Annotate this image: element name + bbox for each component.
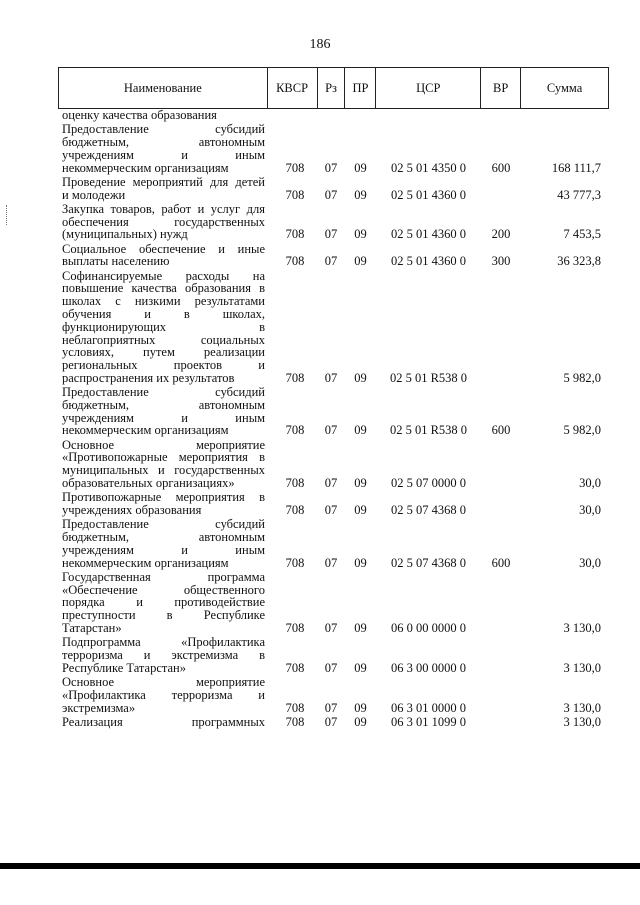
- row-name-line: учреждениям и иным: [62, 410, 265, 425]
- row-kvsr: 708: [285, 370, 305, 385]
- header-rz: Рз: [318, 68, 346, 108]
- row-pr: 09: [354, 660, 367, 675]
- row-name-line: учреждениях образования: [62, 503, 202, 518]
- row-kvsr: 708: [285, 254, 305, 269]
- table-row: [58, 386, 609, 437]
- margin-mark: [6, 205, 9, 225]
- row-pr: 09: [354, 187, 367, 202]
- row-vr: 600: [491, 160, 511, 175]
- row-pr: 09: [354, 476, 367, 491]
- row-name: [58, 203, 267, 241]
- row-name-line: Предоставление субсидий: [62, 517, 265, 532]
- row-sum: 30,0: [579, 503, 601, 518]
- row-name-line: некоммерческим организациям: [62, 423, 229, 438]
- row-sum: 30,0: [579, 555, 601, 570]
- row-rz: 07: [324, 555, 338, 570]
- row-csr: 02 5 07 4368 0: [391, 503, 466, 518]
- row-rz: 07: [324, 370, 338, 385]
- header-sum: Сумма: [521, 68, 609, 108]
- row-name: [58, 491, 267, 517]
- row-sum: 5 982,0: [563, 370, 601, 385]
- row-name-line: Предоставление субсидий: [62, 385, 265, 400]
- row-name-line: Софинансируемые расходы на: [62, 268, 265, 283]
- row-rz: 07: [324, 620, 338, 635]
- row-pr: 09: [354, 503, 367, 518]
- row-name-line: обеспечения государственных: [62, 214, 265, 229]
- row-sum: 3 130,0: [563, 714, 601, 729]
- budget-table: [58, 67, 609, 730]
- row-vr: 200: [491, 227, 511, 242]
- row-name-line: распространения их результатов: [62, 370, 235, 385]
- header-vr: ВР: [481, 68, 521, 108]
- row-name: [58, 571, 267, 635]
- row-name-line: Реализация программных: [62, 714, 265, 729]
- row-sum: 3 130,0: [563, 660, 601, 675]
- table-row: [58, 716, 609, 729]
- row-name: [58, 109, 267, 122]
- row-name-line: Республике Татарстан»: [62, 660, 186, 675]
- table-row: [58, 243, 609, 269]
- row-kvsr: 708: [285, 227, 305, 242]
- row-kvsr: 708: [285, 187, 305, 202]
- row-sum: 3 130,0: [563, 620, 601, 635]
- row-kvsr: 708: [285, 160, 305, 175]
- row-rz: 07: [324, 714, 338, 729]
- row-csr: 02 5 01 4360 0: [391, 227, 466, 242]
- row-rz: 07: [324, 503, 338, 518]
- row-sum: 7 453,5: [563, 227, 601, 242]
- row-name-line: образовательных организациях»: [62, 476, 235, 491]
- row-name-line: муниципальных и государственных: [62, 463, 265, 478]
- row-name-line: обучения и в школах,: [62, 306, 265, 321]
- row-pr: 09: [354, 700, 367, 715]
- row-name-line: экстремизма»: [62, 700, 136, 715]
- table-row: [58, 518, 609, 569]
- row-name-line: условиях, путем реализации: [62, 345, 265, 360]
- row-kvsr: 708: [285, 620, 305, 635]
- row-name-line: выплаты населению: [62, 254, 170, 269]
- row-pr: 09: [354, 620, 367, 635]
- row-pr: 09: [354, 227, 367, 242]
- row-name-line: региональных проектов и: [62, 358, 265, 373]
- row-pr: 09: [354, 423, 367, 438]
- table-row: [58, 270, 609, 385]
- row-name-line: Социальное обеспечение и иные: [62, 241, 265, 256]
- row-name: [58, 716, 267, 729]
- row-rz: 07: [324, 423, 338, 438]
- row-csr: 06 0 00 0000 0: [391, 620, 466, 635]
- row-kvsr: 708: [285, 714, 305, 729]
- row-name-line: Подпрограмма «Профилактика: [62, 635, 265, 650]
- row-kvsr: 708: [285, 423, 305, 438]
- row-csr: 02 5 01 4360 0: [391, 187, 466, 202]
- row-rz: 07: [324, 227, 338, 242]
- row-name-line: Татарстан»: [62, 620, 122, 635]
- page-number: 186: [309, 37, 331, 52]
- row-name: [58, 439, 267, 490]
- row-rz: 07: [324, 160, 338, 175]
- table-row: [58, 571, 609, 635]
- row-rz: 07: [324, 476, 338, 491]
- row-name-line: повышение качества образования в: [62, 281, 265, 296]
- row-name: [58, 676, 267, 714]
- table-header-row: [58, 67, 609, 109]
- row-name-line: Основное мероприятие: [62, 437, 265, 452]
- table-row: [58, 203, 609, 241]
- row-sum: 36 323,8: [557, 254, 601, 269]
- row-vr: 300: [491, 254, 511, 269]
- table-row: [58, 491, 609, 517]
- row-name-line: Противопожарные мероприятия в: [62, 490, 265, 505]
- table-body: [58, 109, 609, 729]
- row-name-line: Государственная программа: [62, 569, 265, 584]
- row-name-line: и молодежи: [62, 187, 126, 202]
- header-pr: ПР: [345, 68, 376, 108]
- table-row: [58, 676, 609, 714]
- row-name-line: Закупка товаров, работ и услуг для: [62, 201, 265, 216]
- row-pr: 09: [354, 160, 367, 175]
- row-name-line: (муниципальных) нужд: [62, 227, 188, 242]
- row-name-line: «Противопожарные мероприятия в: [62, 450, 265, 465]
- row-name-line: некоммерческим организациям: [62, 555, 229, 570]
- header-csr: ЦСР: [376, 68, 481, 108]
- row-rz: 07: [324, 700, 338, 715]
- row-csr: 06 3 00 0000 0: [391, 660, 466, 675]
- row-name-line: оценку качества образования: [62, 108, 217, 122]
- table-row: [58, 109, 609, 122]
- row-name-line: Основное мероприятие: [62, 674, 265, 689]
- row-name-line: Проведение мероприятий для детей: [62, 174, 265, 189]
- row-rz: 07: [324, 660, 338, 675]
- header-kvsr: КВСР: [268, 68, 318, 108]
- table-row: [58, 439, 609, 490]
- row-name-line: бюджетным, автономным: [62, 134, 265, 149]
- row-csr: 02 5 01 4350 0: [391, 160, 466, 175]
- row-csr: 02 5 07 0000 0: [391, 476, 466, 491]
- table-row: [58, 123, 609, 174]
- table-row: [58, 176, 609, 202]
- row-csr: 02 5 07 4368 0: [391, 555, 466, 570]
- row-kvsr: 708: [285, 555, 305, 570]
- row-vr: 600: [491, 555, 511, 570]
- row-name-line: порядка и противодействие: [62, 595, 265, 610]
- row-kvsr: 708: [285, 476, 305, 491]
- row-pr: 09: [354, 370, 367, 385]
- row-name: [58, 518, 267, 569]
- row-name: [58, 123, 267, 174]
- row-name-line: «Профилактика терроризма и: [62, 687, 265, 702]
- row-csr: 02 5 01 4360 0: [391, 254, 466, 269]
- row-name: [58, 636, 267, 674]
- row-pr: 09: [354, 555, 367, 570]
- row-sum: 168 111,7: [551, 160, 601, 175]
- row-name-line: бюджетным, автономным: [62, 530, 265, 545]
- row-name-line: бюджетным, автономным: [62, 397, 265, 412]
- row-pr: 09: [354, 254, 367, 269]
- row-name-line: функционирующих в: [62, 319, 265, 334]
- row-kvsr: 708: [285, 660, 305, 675]
- row-name-line: преступности в Республике: [62, 608, 265, 623]
- table-row: [58, 636, 609, 674]
- row-csr: 06 3 01 1099 0: [391, 714, 466, 729]
- row-name-line: учреждениям и иным: [62, 147, 265, 162]
- row-csr: 06 3 01 0000 0: [391, 700, 466, 715]
- row-name: [58, 243, 267, 269]
- header-name: Наименование: [59, 68, 268, 108]
- row-name-line: неблагоприятных социальных: [62, 332, 265, 347]
- row-rz: 07: [324, 187, 338, 202]
- row-name: [58, 270, 267, 385]
- row-sum: 5 982,0: [563, 423, 601, 438]
- row-name-line: некоммерческим организациям: [62, 160, 229, 175]
- row-csr: 02 5 01 R538 0: [389, 370, 468, 385]
- row-kvsr: 708: [285, 503, 305, 518]
- row-name-line: «Обеспечение общественного: [62, 582, 265, 597]
- row-name-line: Предоставление субсидий: [62, 122, 265, 137]
- row-kvsr: 708: [285, 700, 305, 715]
- row-vr: 600: [491, 423, 511, 438]
- row-csr: 02 5 01 R538 0: [389, 423, 468, 438]
- row-rz: 07: [324, 254, 338, 269]
- row-name-line: школах с низкими результатами: [62, 294, 265, 309]
- row-name-line: терроризма и экстремизма в: [62, 647, 265, 662]
- row-sum: 30,0: [579, 476, 601, 491]
- row-name: [58, 386, 267, 437]
- row-name-line: учреждениям и иным: [62, 542, 265, 557]
- row-pr: 09: [354, 714, 367, 729]
- row-name: [58, 176, 267, 202]
- row-sum: 3 130,0: [563, 700, 601, 715]
- row-sum: 43 777,3: [557, 187, 601, 202]
- scan-bottom-bar: [0, 863, 640, 869]
